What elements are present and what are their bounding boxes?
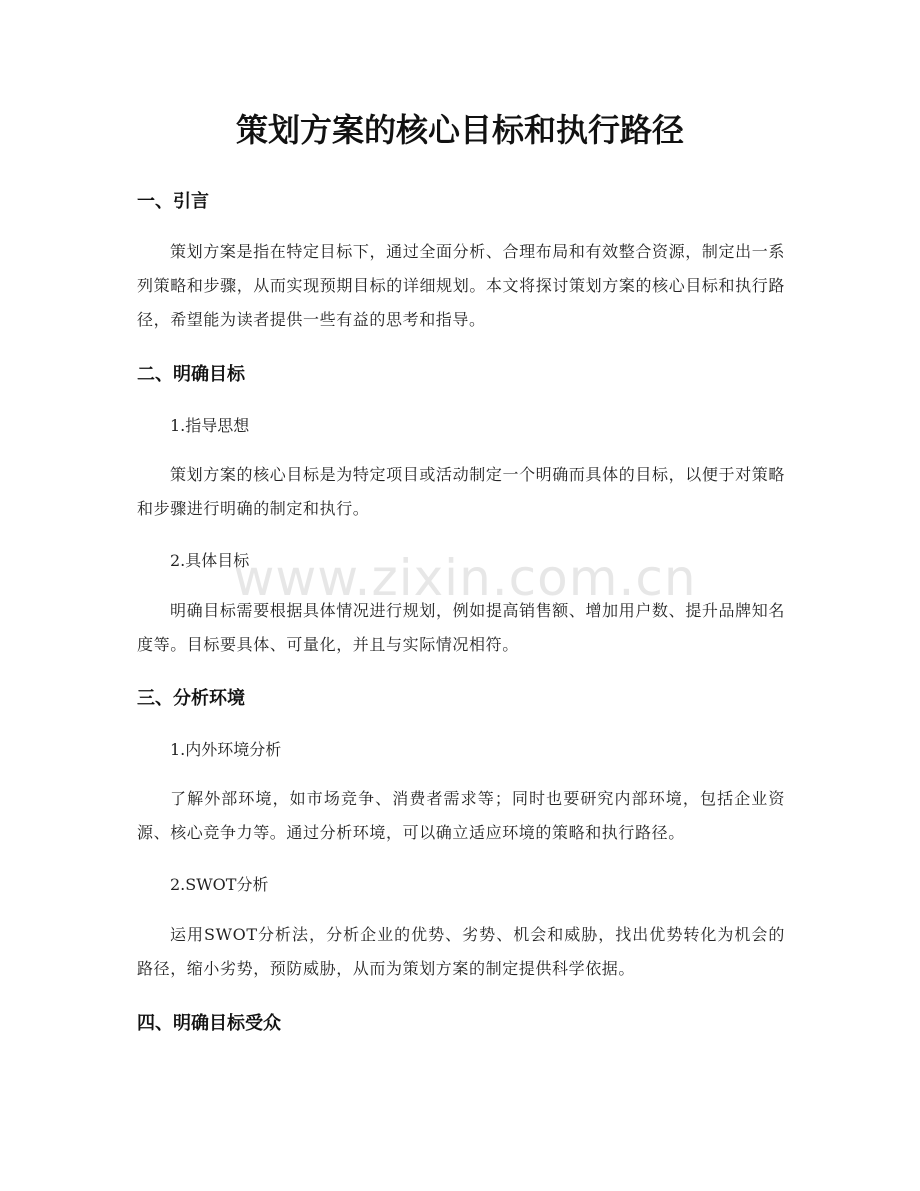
subheading-specific-goals: 2.具体目标 xyxy=(170,551,250,570)
paragraph-guiding-idea: 策划方案的核心目标是为特定项目或活动制定一个明确而具体的目标，以便于对策略和步骤进行明确的制定和执行。 xyxy=(137,465,785,518)
section-heading-define-goals: 二、明确目标 xyxy=(137,364,245,385)
subheading-internal-external-analysis: 1.内外环境分析 xyxy=(170,740,282,759)
paragraph-specific-goals: 明确目标需要根据具体情况进行规划，例如提高销售额、增加用户数、提升品牌知名度等。目标要具体、可量化，并且与实际情况相符。 xyxy=(137,601,785,654)
subheading-swot-analysis: 2.SWOT分析 xyxy=(170,875,269,894)
subheading-guiding-idea: 1.指导思想 xyxy=(170,416,250,435)
introduction-paragraph: 策划方案是指在特定目标下，通过全面分析、合理布局和有效整合资源，制定出一系列策略和步骤，从而实现预期目标的详细规划。本文将探讨策划方案的核心目标和执行路径，希望能为读者提供一些有益的思考和指导。 xyxy=(137,242,785,329)
watermark-text: www.zixin.com.cn xyxy=(233,549,697,607)
document-title: 策划方案的核心目标和执行路径 xyxy=(235,111,684,149)
paragraph-internal-external-analysis: 了解外部环境，如市场竞争、消费者需求等；同时也要研究内部环境，包括企业资源、核心竞争力等。通过分析环境，可以确立适应环境的策略和执行路径。 xyxy=(137,789,785,842)
section-heading-analyze-environment: 三、分析环境 xyxy=(137,688,245,709)
section-heading-introduction: 一、引言 xyxy=(137,191,209,212)
paragraph-swot-analysis: 运用SWOT分析法，分析企业的优势、劣势、机会和威胁，找出优势转化为机会的路径，缩小劣势，预防威胁，从而为策划方案的制定提供科学依据。 xyxy=(137,925,785,978)
section-heading-target-audience: 四、明确目标受众 xyxy=(137,1013,281,1034)
